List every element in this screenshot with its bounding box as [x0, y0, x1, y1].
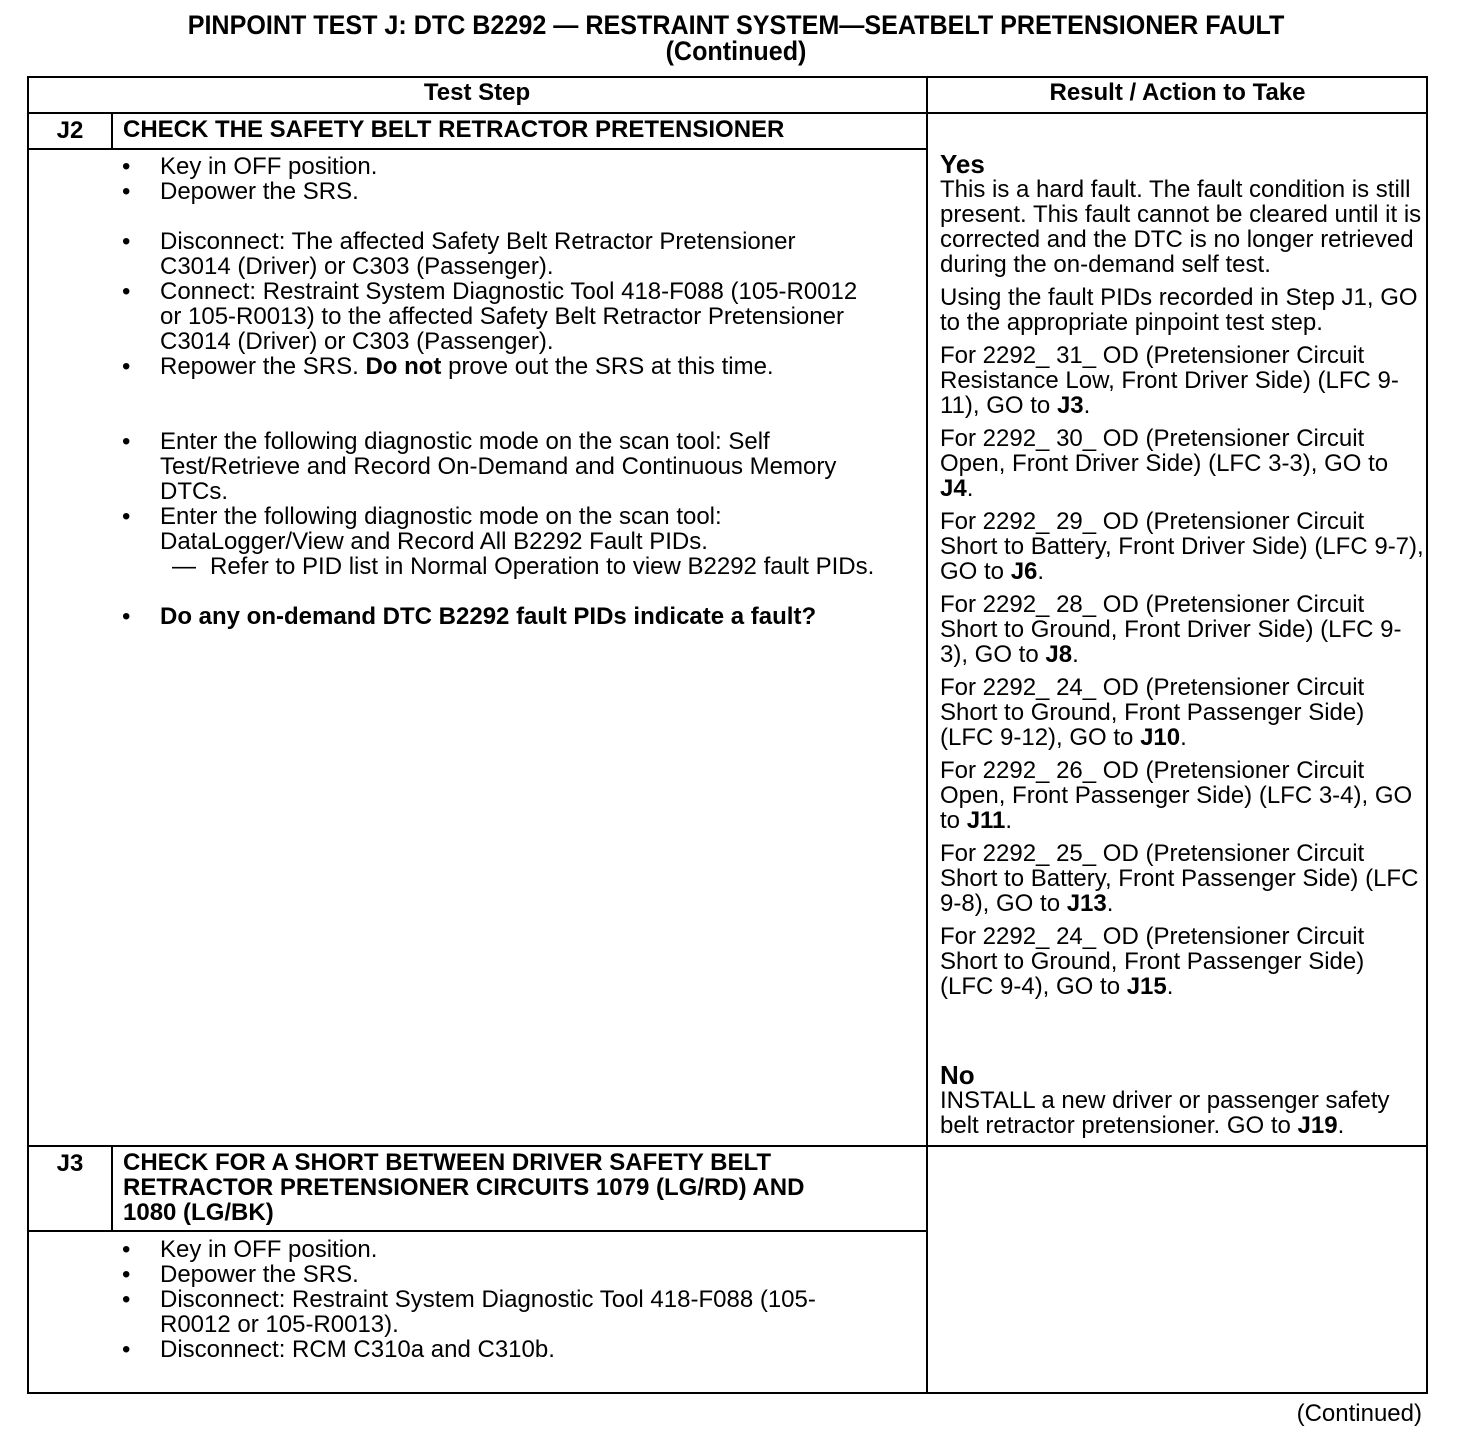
j2-row-rule	[28, 1145, 1427, 1147]
yes-item-list	[940, 343, 1424, 999]
yes-paragraph: Using the fault PIDs recorded in Step J1, GO to the appropriate pinpoint test step.	[940, 284, 1418, 336]
step-id-j2: J2	[56, 117, 84, 144]
page-title: PINPOINT TEST J: DTC B2292 — RESTRAINT SYSTEM—SEATBELT PRETENSIONER FAULT	[187, 10, 1285, 40]
yes-goto-item: For 2292_ 24_ OD (Pretensioner Circuit Short to Ground, Front Passenger Side) (LFC 9-12), GO to J10.	[940, 674, 1365, 751]
yes-goto-item: For 2292_ 30_ OD (Pretensioner Circuit Open, Front Driver Side) (LFC 3-3), GO to J4.	[940, 425, 1389, 502]
yes-goto-item: For 2292_ 31_ OD (Pretensioner Circuit Resistance Low, Front Driver Side) (LFC 9-11), GO to J3.	[940, 342, 1399, 419]
continued-footer: (Continued)	[1296, 1400, 1422, 1427]
step-title-j3: CHECK FOR A SHORT BETWEEN DRIVER SAFETY BELT RETRACTOR PRETENSIONER CIRCUITS 1079 (LG/RD) AND 1080 (LG/BK)	[123, 1149, 805, 1226]
yes-goto-item: For 2292_ 24_ OD (Pretensioner Circuit Short to Ground, Front Passenger Side) (LFC 9-4), GO to J15.	[940, 923, 1365, 1000]
yes-goto-item: For 2292_ 29_ OD (Pretensioner Circuit Short to Battery, Front Driver Side) (LFC 9-7), GO to J6.	[940, 508, 1424, 585]
result-yes	[940, 149, 1424, 1000]
j2-title-rule	[28, 148, 926, 150]
yes-label: Yes	[940, 149, 985, 179]
header-test-step: Test Step	[423, 79, 531, 106]
column-divider	[926, 77, 928, 1393]
j3-title-rule	[28, 1230, 926, 1232]
yes-goto-item: For 2292_ 26_ OD (Pretensioner Circuit Open, Front Passenger Side) (LFC 3-4), GO to J11.	[940, 757, 1413, 834]
header-rule	[28, 112, 1427, 114]
yes-paragraph: This is a hard fault. The fault condition is still present. This fault cannot be cleared until it is corrected and the DTC is no longer retrieved during the on-demand self test.	[940, 176, 1422, 278]
step-title-j2: CHECK THE SAFETY BELT RETRACTOR PRETENSIONER	[123, 116, 785, 143]
header-result: Result / Action to Take	[1049, 79, 1306, 106]
step-id-j3: J3	[56, 1150, 84, 1177]
yes-goto-item: For 2292_ 25_ OD (Pretensioner Circuit Short to Battery, Front Passenger Side) (LFC 9-8), GO to J13.	[940, 840, 1419, 917]
result-no	[940, 1060, 1424, 1139]
no-label: No	[940, 1060, 975, 1090]
no-text: INSTALL a new driver or passenger safety belt retractor pretensioner. GO to J19.	[940, 1087, 1390, 1139]
yes-goto-item: For 2292_ 28_ OD (Pretensioner Circuit Short to Ground, Front Driver Side) (LFC 9-3), GO to J8.	[940, 591, 1402, 668]
page-subtitle: (Continued)	[665, 36, 807, 66]
